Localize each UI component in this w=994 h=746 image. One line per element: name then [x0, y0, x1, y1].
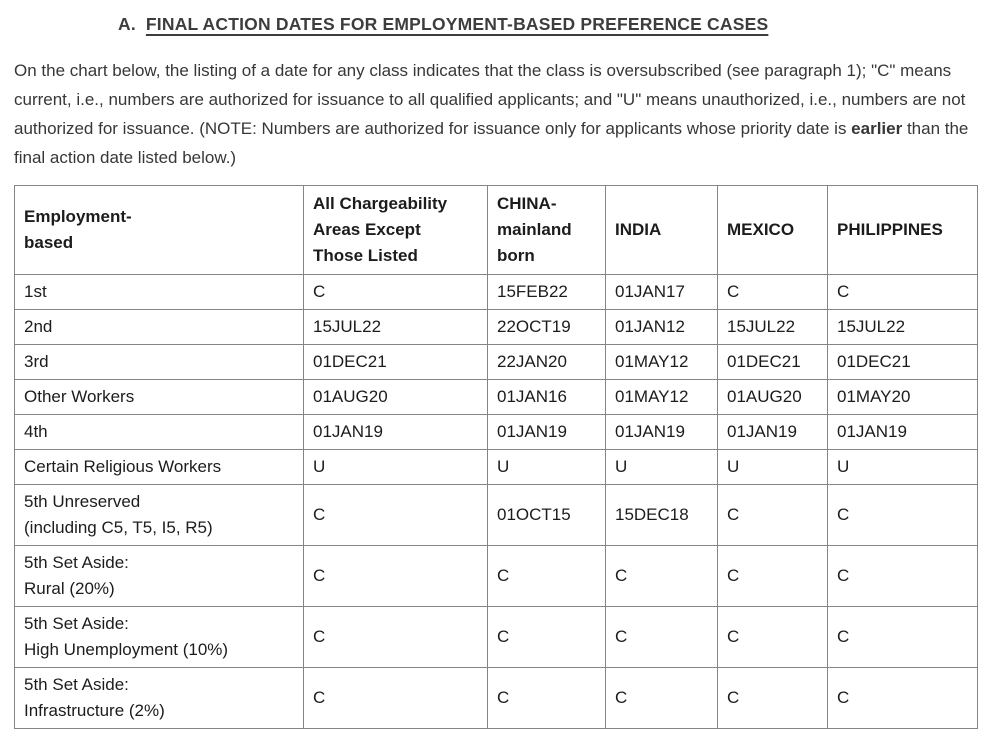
table-cell: U: [828, 450, 978, 485]
table-cell: C: [718, 275, 828, 310]
table-cell: U: [304, 450, 488, 485]
final-action-dates-table: [14, 185, 978, 729]
table-cell: U: [606, 450, 718, 485]
table-cell: 01JAN19: [488, 415, 606, 450]
column-header-philippines: [828, 186, 978, 275]
header-line: CHINA-: [497, 194, 557, 213]
intro-bold-word: earlier: [851, 119, 903, 138]
header-line: based: [24, 233, 74, 252]
row-label: 5th Set Aside: High Unemployment (10%): [15, 607, 304, 668]
intro-paragraph: [14, 56, 976, 172]
table-cell: 15JUL22: [304, 310, 488, 345]
table-cell: U: [718, 450, 828, 485]
table-cell: C: [606, 668, 718, 729]
row-label: 1st: [15, 275, 304, 310]
intro-text-start: On the chart below, the listing of a date for any class indicates that the class is oversubscribed (see paragraph 1); "C" means current, i.e., numbers are authorized for issuance to all qualified applicants; and "U" means unauthorized, i.e., numbers are not authorized for issuance. (NOTE: Numbers are authorized for issuance only for applicants whose priority date is: [14, 61, 966, 138]
table-cell: 01MAY12: [606, 380, 718, 415]
header-line: INDIA: [615, 220, 662, 239]
table-cell: 01AUG20: [718, 380, 828, 415]
table-row-eb2: [15, 310, 978, 345]
table-cell: C: [304, 607, 488, 668]
table-cell: C: [718, 546, 828, 607]
table-cell: 01OCT15: [488, 485, 606, 546]
table-cell: 01DEC21: [718, 345, 828, 380]
table-cell: C: [828, 668, 978, 729]
table-cell: C: [488, 668, 606, 729]
table-cell: C: [828, 485, 978, 546]
table-row-other-workers: [15, 380, 978, 415]
table-cell: 15DEC18: [606, 485, 718, 546]
table-row-eb4: [15, 415, 978, 450]
header-line: MEXICO: [727, 220, 795, 239]
table-cell: 01JAN12: [606, 310, 718, 345]
row-label: 3rd: [15, 345, 304, 380]
table-cell: C: [488, 546, 606, 607]
table-row-eb3: [15, 345, 978, 380]
table-cell: C: [718, 607, 828, 668]
row-label: Other Workers: [15, 380, 304, 415]
table-cell: 22JAN20: [488, 345, 606, 380]
intro-text-end: than the final action date listed below.): [14, 119, 969, 167]
table-cell: 15JUL22: [828, 310, 978, 345]
table-cell: 01JAN17: [606, 275, 718, 310]
table-row-eb1: [15, 275, 978, 310]
table-cell: 01JAN19: [606, 415, 718, 450]
header-line: PHILIPPINES: [837, 220, 943, 239]
table-cell: 01MAY20: [828, 380, 978, 415]
table-row-eb5-high-unemployment: [15, 607, 978, 668]
table-cell: 15JUL22: [718, 310, 828, 345]
section-heading: [118, 14, 977, 35]
table-cell: U: [488, 450, 606, 485]
row-label: 4th: [15, 415, 304, 450]
row-label: Certain Religious Workers: [15, 450, 304, 485]
section-letter: A.: [118, 14, 136, 34]
column-header-india: [606, 186, 718, 275]
header-line: Employment-: [24, 207, 132, 226]
table-row-eb5-infrastructure: [15, 668, 978, 729]
table-cell: C: [828, 607, 978, 668]
table-cell: 01JAN19: [304, 415, 488, 450]
table-cell: C: [718, 668, 828, 729]
table-row-eb5-rural: [15, 546, 978, 607]
header-line: Areas Except: [313, 220, 421, 239]
header-row: [15, 186, 978, 275]
column-header-china: [488, 186, 606, 275]
column-header-employment-based: [15, 186, 304, 275]
table-cell: 01MAY12: [606, 345, 718, 380]
header-line: All Chargeability: [313, 194, 448, 213]
table-cell: C: [718, 485, 828, 546]
column-header-all-chargeability: [304, 186, 488, 275]
table-cell: 01DEC21: [828, 345, 978, 380]
table-cell: 01DEC21: [304, 345, 488, 380]
table-cell: C: [304, 668, 488, 729]
column-header-mexico: [718, 186, 828, 275]
table-cell: C: [606, 546, 718, 607]
table-row-certain-religious-workers: [15, 450, 978, 485]
table-cell: C: [828, 546, 978, 607]
table-cell: 15FEB22: [488, 275, 606, 310]
header-line: Those Listed: [313, 246, 418, 265]
section-title: FINAL ACTION DATES FOR EMPLOYMENT-BASED PREFERENCE CASES: [145, 14, 769, 34]
table-cell: C: [488, 607, 606, 668]
table-cell: 01AUG20: [304, 380, 488, 415]
table-cell: 01JAN19: [718, 415, 828, 450]
table-cell: 22OCT19: [488, 310, 606, 345]
row-label: 5th Set Aside: Rural (20%): [15, 546, 304, 607]
table-cell: C: [606, 607, 718, 668]
table-cell: C: [828, 275, 978, 310]
table-cell: 01JAN16: [488, 380, 606, 415]
row-label: 2nd: [15, 310, 304, 345]
row-label: 5th Unreserved (including C5, T5, I5, R5): [15, 485, 304, 546]
table-cell: 01JAN19: [828, 415, 978, 450]
table-cell: C: [304, 275, 488, 310]
table-cell: C: [304, 546, 488, 607]
table-cell: C: [304, 485, 488, 546]
table-row-eb5-unreserved: [15, 485, 978, 546]
row-label: 5th Set Aside: Infrastructure (2%): [15, 668, 304, 729]
header-line: born: [497, 246, 535, 265]
header-line: mainland: [497, 220, 572, 239]
